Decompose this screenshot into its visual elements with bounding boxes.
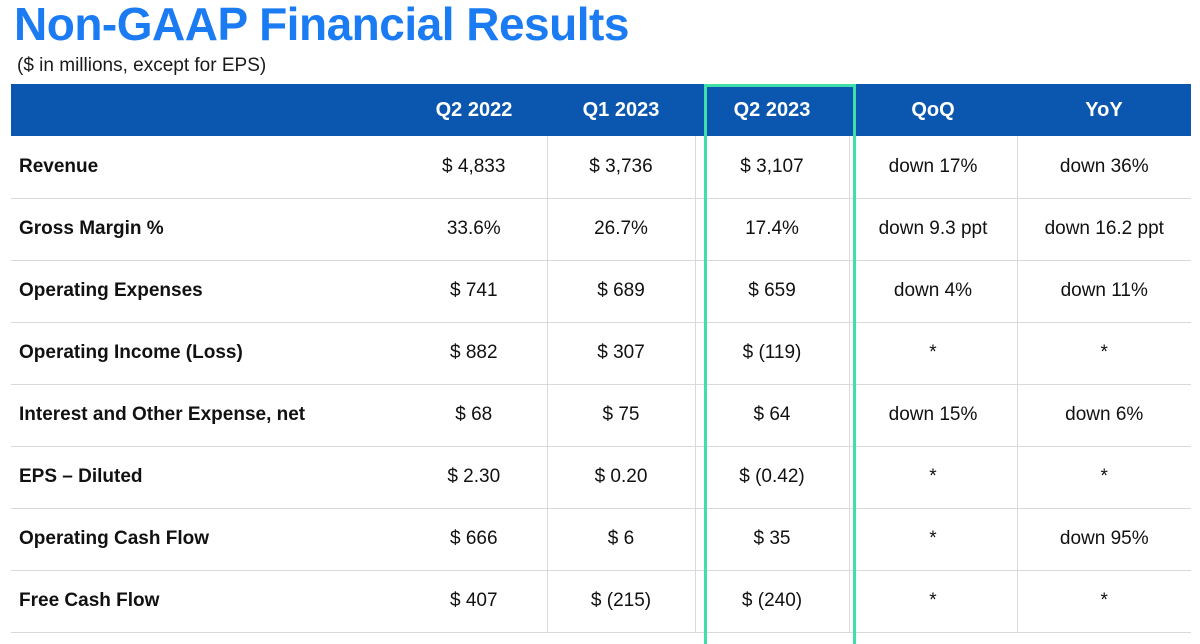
cell-q2-2023: $ (119) bbox=[695, 322, 849, 384]
column-header-qoq: QoQ bbox=[849, 84, 1017, 136]
cell-yoy: * bbox=[1017, 322, 1191, 384]
cell-q1-2023: $ 689 bbox=[547, 260, 695, 322]
column-header-q2-2023: Q2 2023 bbox=[695, 84, 849, 136]
cell-q2-2023: $ 64 bbox=[695, 384, 849, 446]
cell-q2-2023: $ (0.42) bbox=[695, 446, 849, 508]
cell-q2-2022: $ 741 bbox=[401, 260, 547, 322]
cell-yoy: down 6% bbox=[1017, 384, 1191, 446]
cell-yoy: * bbox=[1017, 570, 1191, 632]
table-row bbox=[11, 136, 1191, 198]
cell-q2-2023: 17.4% bbox=[695, 198, 849, 260]
cell-q2-2022: 33.6% bbox=[401, 198, 547, 260]
cell-qoq: * bbox=[849, 322, 1017, 384]
row-label: Operating Expenses bbox=[11, 260, 401, 322]
row-label: Operating Income (Loss) bbox=[11, 322, 401, 384]
cell-q2-2023: $ 35 bbox=[695, 508, 849, 570]
page-subtitle: ($ in millions, except for EPS) bbox=[17, 55, 267, 76]
cell-qoq: * bbox=[849, 570, 1017, 632]
row-label: Gross Margin % bbox=[11, 198, 401, 260]
cell-yoy: down 95% bbox=[1017, 508, 1191, 570]
row-label: Operating Cash Flow bbox=[11, 508, 401, 570]
row-label: Free Cash Flow bbox=[11, 570, 401, 632]
column-header-metric bbox=[11, 84, 401, 136]
cell-q1-2023: $ (215) bbox=[547, 570, 695, 632]
table-row bbox=[11, 260, 1191, 322]
cell-qoq: * bbox=[849, 508, 1017, 570]
cell-q2-2023: $ 659 bbox=[695, 260, 849, 322]
cell-q2-2022: $ 68 bbox=[401, 384, 547, 446]
row-label: EPS – Diluted bbox=[11, 446, 401, 508]
cell-q1-2023: $ 75 bbox=[547, 384, 695, 446]
financial-results-table bbox=[11, 84, 1191, 633]
cell-q1-2023: $ 6 bbox=[547, 508, 695, 570]
table-row bbox=[11, 570, 1191, 632]
table-row bbox=[11, 198, 1191, 260]
cell-qoq: down 15% bbox=[849, 384, 1017, 446]
cell-q1-2023: $ 3,736 bbox=[547, 136, 695, 198]
column-header-q1-2023: Q1 2023 bbox=[547, 84, 695, 136]
cell-q2-2022: $ 666 bbox=[401, 508, 547, 570]
cell-q1-2023: 26.7% bbox=[547, 198, 695, 260]
cell-yoy: down 11% bbox=[1017, 260, 1191, 322]
cell-q2-2023: $ 3,107 bbox=[695, 136, 849, 198]
cell-yoy: * bbox=[1017, 446, 1191, 508]
cell-yoy: down 36% bbox=[1017, 136, 1191, 198]
row-label: Interest and Other Expense, net bbox=[11, 384, 401, 446]
cell-q2-2023: $ (240) bbox=[695, 570, 849, 632]
cell-qoq: down 9.3 ppt bbox=[849, 198, 1017, 260]
column-header-q2-2022: Q2 2022 bbox=[401, 84, 547, 136]
cell-qoq: down 17% bbox=[849, 136, 1017, 198]
column-header-yoy: YoY bbox=[1017, 84, 1191, 136]
table-row bbox=[11, 508, 1191, 570]
cell-q2-2022: $ 407 bbox=[401, 570, 547, 632]
cell-q1-2023: $ 307 bbox=[547, 322, 695, 384]
cell-qoq: down 4% bbox=[849, 260, 1017, 322]
table-row bbox=[11, 322, 1191, 384]
row-label: Revenue bbox=[11, 136, 401, 198]
cell-q1-2023: $ 0.20 bbox=[547, 446, 695, 508]
cell-q2-2022: $ 882 bbox=[401, 322, 547, 384]
cell-qoq: * bbox=[849, 446, 1017, 508]
table-header-row bbox=[11, 84, 1191, 136]
cell-yoy: down 16.2 ppt bbox=[1017, 198, 1191, 260]
table-row bbox=[11, 384, 1191, 446]
page-title: Non-GAAP Financial Results bbox=[14, 0, 629, 50]
cell-q2-2022: $ 4,833 bbox=[401, 136, 547, 198]
cell-q2-2022: $ 2.30 bbox=[401, 446, 547, 508]
table-row bbox=[11, 446, 1191, 508]
